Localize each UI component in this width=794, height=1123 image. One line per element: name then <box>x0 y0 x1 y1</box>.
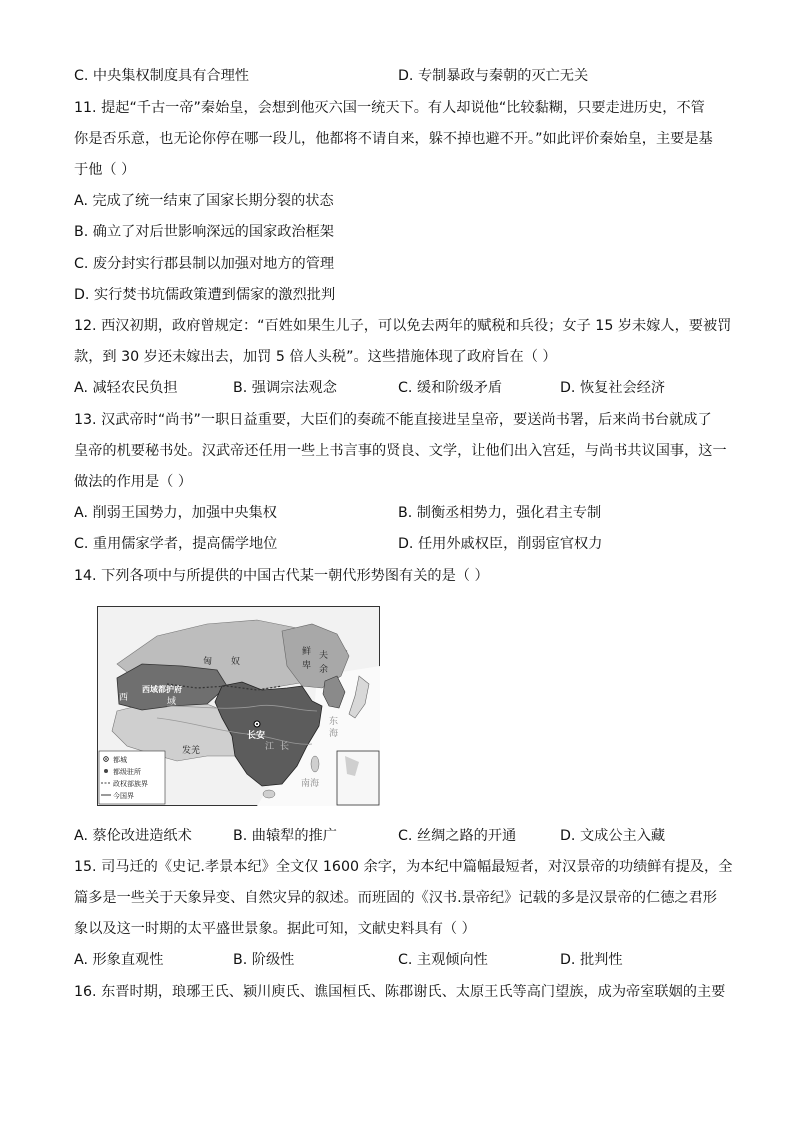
legend-boundary: 政权部族界 <box>113 780 148 788</box>
map-label: 鲜 <box>302 647 312 657</box>
han-dynasty-map <box>97 606 380 806</box>
q13-option-a: A. 削弱王国势力，加强中央集权 <box>74 505 277 521</box>
q15-stem-line: 篇多是一些关于天象异变、自然灾异的叙述。而班固的《汉书.景帝纪》记载的多是汉景帝的仁德之君形 <box>74 890 717 906</box>
q12-stem-line: 款，到 30 岁还未嫁出去，加罚 5 倍人头税”。这些措施体现了政府旨在（ ） <box>74 349 557 365</box>
q12-option-d: D. 恢复社会经济 <box>560 380 666 396</box>
q13-stem-line: 13. 汉武帝时“尚书”一职日益重要，大臣们的奏疏不能直接进呈皇帝，要送尚书署，后来尚书台就成了 <box>74 412 712 428</box>
q14-stem: 14. 下列各项中与所提供的中国古代某一朝代形势图有关的是（ ） <box>74 568 489 584</box>
q15-option-a: A. 形象直观性 <box>74 952 164 968</box>
map-label: 余 <box>319 665 329 675</box>
map-label: 西 <box>119 693 129 703</box>
map-label: 东 <box>329 717 339 727</box>
q16-stem-line: 16. 东晋时期，琅琊王氏、颍川庾氏、谯国桓氏、陈郡谢氏、太原王氏等高门望族，成为帝室联姻的主要 <box>74 984 726 1000</box>
q12-option-b: B. 强调宗法观念 <box>233 380 337 396</box>
q12-stem-line: 12. 西汉初期，政府曾规定：“百姓如果生儿子，可以免去两年的赋税和兵役；女子 15 岁未嫁人，要被罚 <box>74 318 732 334</box>
map-label: 西域都护府 <box>142 685 182 694</box>
q14-option-d: D. 文成公主入藏 <box>560 828 666 844</box>
q13-option-b: B. 制衡丞相势力，强化君主专制 <box>398 505 602 521</box>
map-label: 发羌 <box>182 746 201 756</box>
map-label: 夫 <box>319 651 329 661</box>
q14-option-b: B. 曲辕犁的推广 <box>233 828 337 844</box>
q15-stem-line: 象以及这一时期的太平盛世景象。据此可知，文献史料具有（ ） <box>74 921 476 937</box>
map-label: 域 <box>167 697 177 707</box>
q14-option-a: A. 蔡伦改进造纸术 <box>74 828 192 844</box>
q15-option-c: C. 主观倾向性 <box>398 952 488 968</box>
q13-stem-line: 皇帝的机要秘书处。汉武帝还任用一些上书言事的贤良、文学，让他们出入宫廷，与尚书共议国事，这一 <box>74 443 727 459</box>
q14-option-c: C. 丝绸之路的开通 <box>398 828 517 844</box>
q12-option-c: C. 缓和阶级矛盾 <box>398 380 503 396</box>
q10-option-d: D. 专制暴政与秦朝的灭亡无关 <box>398 68 589 84</box>
q12-option-a: A. 减轻农民负担 <box>74 380 178 396</box>
map-label: 长安 <box>247 731 266 741</box>
map-label: 匈 <box>203 657 213 667</box>
q11-option-a: A. 完成了统一结束了国家长期分裂的状态 <box>74 193 334 209</box>
legend-capital: 都城 <box>113 756 127 764</box>
q15-option-d: D. 批判性 <box>560 952 623 968</box>
q11-option-c: C. 废分封实行郡县制以加强对地方的管理 <box>74 256 335 272</box>
q11-option-b: B. 确立了对后世影响深远的国家政治框架 <box>74 224 334 240</box>
q15-stem-line: 15. 司马迁的《史记.孝景本纪》全文仅 1600 余字，为本纪中篇幅最短者，对汉景帝的功绩鲜有提及，全 <box>74 859 733 875</box>
q10-option-c: C. 中央集权制度具有合理性 <box>74 68 249 84</box>
map-label: 长 <box>280 742 290 752</box>
q11-stem-line: 你是否乐意，也无论你停在哪一段儿，他都将不请自来，躲不掉也避不开。”如此评价秦始皇，主要是基 <box>74 131 713 147</box>
q11-option-d: D. 实行焚书坑儒政策遭到儒家的激烈批判 <box>74 287 336 303</box>
map-label: 奴 <box>231 657 241 667</box>
map-label: 南海 <box>301 779 320 789</box>
q15-option-b: B. 阶级性 <box>233 952 295 968</box>
q13-option-c: C. 重用儒家学者，提高儒学地位 <box>74 536 278 552</box>
legend-garrison: 都级驻所 <box>113 768 141 776</box>
map-label: 卑 <box>302 661 312 671</box>
q11-stem-line: 11. 提起“千古一帝”秦始皇，会想到他灭六国一统天下。有人却说他“比较黏糊，只要走进历史，不管 <box>74 100 705 116</box>
q13-stem-line: 做法的作用是（ ） <box>74 474 193 490</box>
q13-option-d: D. 任用外戚权臣，削弱宦官权力 <box>398 536 603 552</box>
map-label: 海 <box>329 729 339 739</box>
map-label: 江 <box>265 742 275 752</box>
legend-modern-border: 今国界 <box>113 792 134 800</box>
q11-stem-line: 于他（ ） <box>74 162 136 178</box>
